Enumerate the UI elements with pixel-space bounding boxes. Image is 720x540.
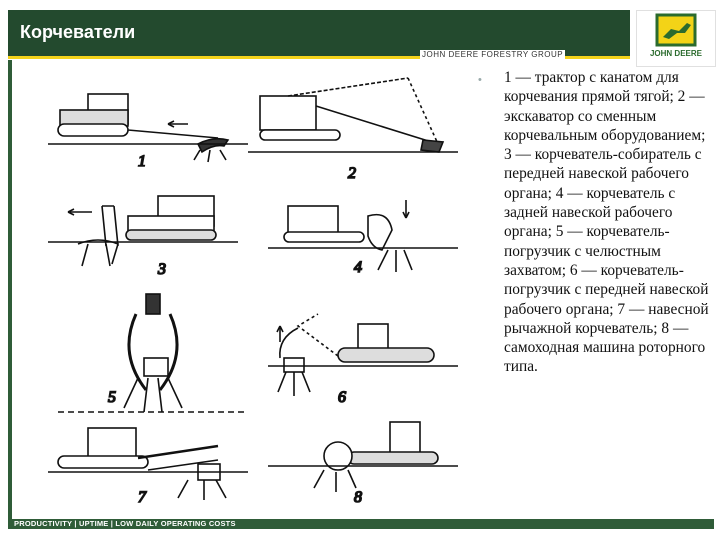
figure-label-5: 5 — [108, 389, 116, 406]
machine-4-rear-mounted — [268, 200, 458, 272]
footer-tagline: PRODUCTIVITY | UPTIME | LOW DAILY OPERATING COSTS — [14, 519, 236, 528]
bullet-icon: • — [478, 74, 482, 86]
figure-label-1: 1 — [138, 153, 146, 170]
machine-5-jaw-grapple — [58, 294, 248, 412]
john-deere-logo — [636, 10, 716, 67]
figure-label-4: 4 — [354, 259, 362, 276]
description-text: 1 — трактор с канатом для корчевания прямой тягой; 2 — экскаватор со сменным корчевальным оборудованием; 3 — корчеватель-собиратель с передней навеской рабочего органа; 4 — корчеватель с задней навеской рабочего органа; 5 — корчеватель-погрузчик с челюстным захватом; 6 — корчеватель-погрузчик с передней навеской рабочего органа; 7 — навесной рычажной корчеватель; 8 — самоходная машина роторного типа. — [504, 69, 709, 376]
figure-label-2: 2 — [348, 165, 356, 182]
machine-1-tractor-cable — [48, 94, 248, 162]
machine-8-rotary — [268, 422, 458, 492]
logo-wordmark: JOHN DEERE — [649, 49, 702, 58]
machines-figure — [18, 66, 466, 518]
machine-7-lever-uprooter — [48, 428, 248, 500]
figure-label-8: 8 — [354, 489, 362, 506]
description-panel — [478, 66, 714, 516]
machine-2-excavator — [248, 78, 458, 152]
figure-label-7: 7 — [138, 489, 146, 506]
machine-6-front-loader — [268, 314, 458, 396]
figure-label-3: 3 — [158, 261, 166, 278]
figure-label-6: 6 — [338, 389, 346, 406]
machine-3-front-collector — [48, 196, 238, 266]
left-accent-bar — [8, 60, 12, 520]
slide-title: Корчеватели — [20, 22, 136, 42]
forestry-group-caption: JOHN DEERE FORESTRY GROUP — [422, 50, 564, 59]
deer-logo-icon — [637, 11, 715, 49]
